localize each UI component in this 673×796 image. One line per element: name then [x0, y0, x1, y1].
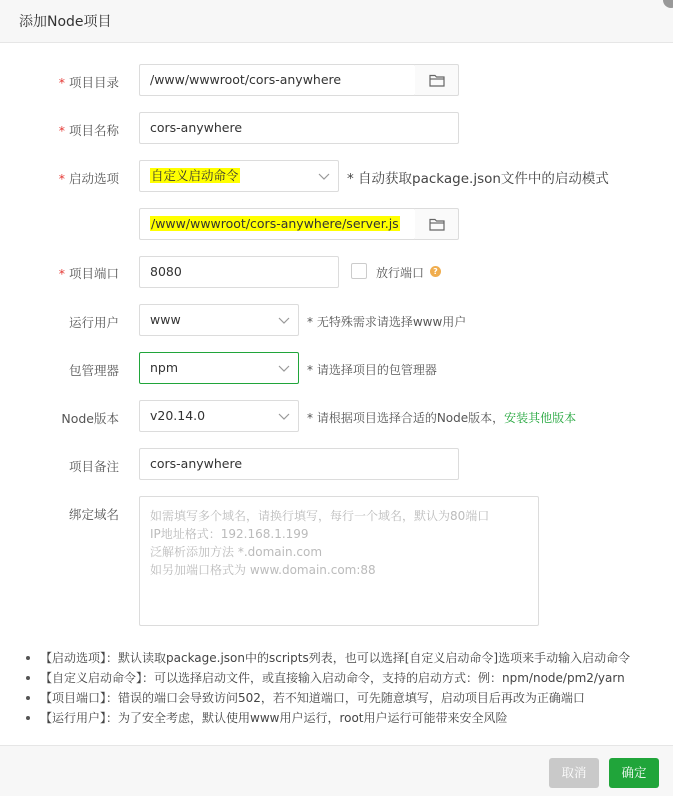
domain-placeholder-line: 如需填写多个域名，请换行填写，每行一个域名，默认为80端口 — [150, 509, 490, 523]
project-name-input[interactable]: cors-anywhere — [139, 112, 459, 144]
help-icon[interactable]: ? — [430, 266, 441, 277]
package-manager-label: 包管理器 — [68, 363, 119, 378]
package-manager-select[interactable] — [139, 352, 299, 384]
note-item: 【启动选项】：默认读取package.json中的scripts列表，也可以选择[自定义启动命令]选项来手动输入启动命令 — [24, 648, 630, 668]
start-file-browse-button[interactable] — [415, 208, 459, 240]
package-manager-value: npm — [150, 360, 179, 375]
note-item: 【运行用户】：为了安全考虑，默认使用www用户运行，root用户运行可能带来安全风险 — [24, 708, 630, 728]
project-port-label: * 项目端口 — [58, 266, 119, 281]
project-dir-input[interactable]: /www/wwwroot/cors-anywhere — [139, 64, 416, 96]
cancel-button[interactable]: 取消 — [549, 758, 599, 788]
run-user-hint: * 无特殊需求请选择www用户 — [307, 315, 467, 329]
release-port-label: 放行端口 — [376, 266, 425, 280]
node-version-value: v20.14.0 — [150, 408, 206, 423]
project-port-input[interactable]: 8080 — [139, 256, 339, 288]
package-manager-hint: * 请选择项目的包管理器 — [307, 363, 437, 377]
help-notes — [24, 648, 630, 728]
remark-input[interactable]: cors-anywhere — [139, 448, 459, 480]
start-option-hint: * 自动获取package.json文件中的启动模式 — [347, 171, 609, 187]
project-name-label: * 项目名称 — [58, 123, 119, 138]
close-icon[interactable] — [663, 0, 673, 8]
dialog-title: 添加Node项目 — [19, 14, 112, 30]
start-option-select[interactable] — [139, 160, 339, 192]
project-dir-label: * 项目目录 — [58, 75, 119, 90]
domain-placeholder-line: IP地址格式：192.168.1.199 — [150, 527, 309, 541]
start-option-label: * 启动选项 — [58, 171, 119, 186]
install-other-version-link[interactable]: 安装其他版本 — [504, 411, 577, 425]
domain-placeholder-line: 如另加端口格式为 www.domain.com:88 — [150, 563, 376, 577]
domain-textarea[interactable] — [139, 496, 539, 626]
note-item: 【项目端口】：错误的端口会导致访问502，若不知道端口，可先随意填写，启动项目后再改为正确端口 — [24, 688, 630, 708]
dialog-footer — [0, 745, 673, 796]
remark-label: 项目备注 — [68, 459, 119, 474]
run-user-select[interactable] — [139, 304, 299, 336]
note-item: 【自定义启动命令】：可以选择启动文件，或直接输入启动命令，支持的启动方式：例：npm/node/pm2/yarn — [24, 668, 630, 688]
start-option-value: 自定义启动命令 — [151, 168, 239, 183]
chevron-down-icon — [278, 410, 290, 422]
folder-icon — [429, 218, 445, 231]
node-version-label: Node版本 — [61, 411, 119, 426]
chevron-down-icon — [278, 362, 290, 374]
project-dir-browse-button[interactable] — [415, 64, 459, 96]
chevron-down-icon — [278, 314, 290, 326]
domain-placeholder-line: 泛解析添加方法 *.domain.com — [150, 545, 323, 559]
dialog-header — [0, 0, 673, 43]
domain-label: 绑定域名 — [68, 507, 119, 522]
chevron-down-icon — [318, 170, 330, 182]
run-user-label: 运行用户 — [68, 315, 119, 330]
run-user-value: www — [150, 312, 181, 327]
node-version-hint: * 请根据项目选择合适的Node版本，安装其他版本 — [307, 411, 577, 425]
start-file-input[interactable]: /www/wwwroot/cors-anywhere/server.js — [139, 208, 416, 240]
release-port-checkbox[interactable] — [351, 263, 367, 279]
confirm-button[interactable]: 确定 — [609, 758, 659, 788]
folder-icon — [429, 74, 445, 87]
node-version-select[interactable] — [139, 400, 299, 432]
